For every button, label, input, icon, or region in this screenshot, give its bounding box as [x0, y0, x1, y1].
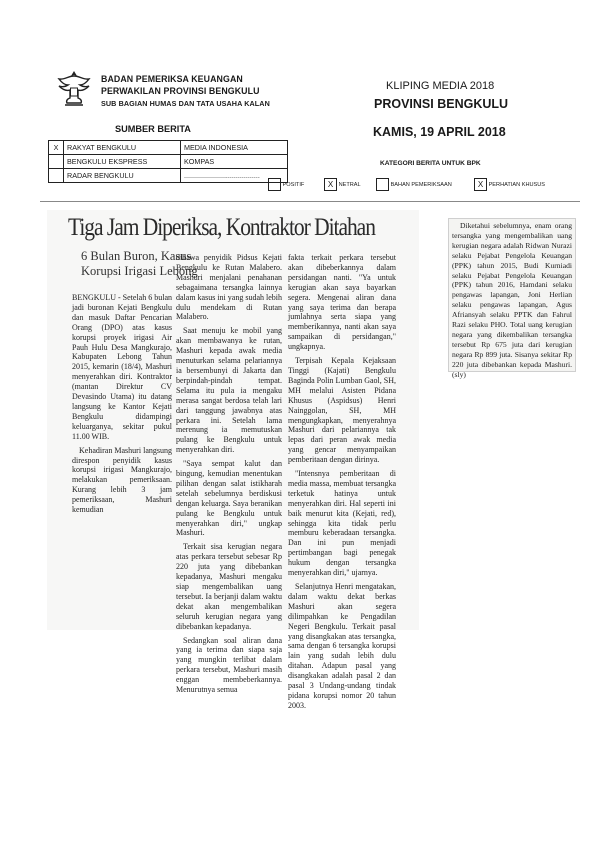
source-right: ......................................: [181, 169, 288, 183]
category-label: POSITIF: [282, 181, 305, 188]
subtitle-line: 6 Bulan Buron, Kasus: [81, 249, 192, 263]
source-left: BENGKULU EKSPRESS: [64, 155, 181, 169]
category-positif: [268, 178, 304, 191]
article-column-4: [448, 218, 576, 379]
paragraph: Saat menuju ke mobil yang akan membawanya ke rutan, Mashuri kepada awak media menuturkan selama pelariannya ia bersembunyi di Jakarta dan berpindah-pindah tempat. Selama itu pula ia mengaku merasa sangat berdosa telah lari dari tanggung jawabnya atas perkara ini. Setelah lama merenung ia memutuskan pulang ke Bengkulu untuk menyerahkan diri.: [176, 326, 282, 455]
category-checkbox: X: [474, 178, 487, 191]
garuda-logo: [55, 68, 93, 108]
kliping-label: KLIPING MEDIA 2018: [386, 80, 495, 92]
source-table: [48, 140, 288, 183]
source-left: RAKYAT BENGKULU: [64, 141, 181, 155]
source-row: [49, 169, 288, 183]
paragraph: "Intensnya pemberitaan di media massa, membuat tersangka terketuk hatinya untuk menyerahkan diri. Hal seperti ini baik menurut kita (Kejati, red), sehingga kita tidak perlu memburu keberadaan tersangka. Dan ini pun menjadi pertimbangan bagi penegak hukum dengan tersangka menyerahkan diri," ujarnya.: [288, 469, 396, 578]
source-right: MEDIA INDONESIA: [181, 141, 288, 155]
source-row: [49, 155, 288, 169]
category-label: BAHAN PEMERIKSAAN: [390, 181, 452, 188]
category-perhatian-khusus: [474, 178, 545, 191]
paragraph: fakta terkait perkara tersebut akan dibeberkannya dalam persidangan nanti. "Ya untuk kerugian akan saya bayarkan segera. Mengenai aliran dana yang saya terima dan berapa jumlahnya serta siapa yang memberikannya, nanti akan saya sampaikan di persidangan," ungkapnya.: [288, 253, 396, 352]
paragraph: Diketahui sebelumnya, enam orang tersangka yang mengembalikan uang kerugian negara adalah Ridwan Nurazi selaku Pejabat Pengelola Keuangan (PPK) tahun 2015, Budi Kurniadi selaku Pejabat Pengelola Keuangan (PPK) tahun 2016, Hamdani selaku pengawas lapangan, Joni Herlian selaku pengawas lapangan, Agus Afriansyah selaku PPTK dan Fahrul Razi selaku PHO. Total uang kerugian negara yang dikembalikan tersangka tersebut Rp 675 juta dari kerugian negara Rp 899 juta. Sisanya sekitar Rp 220 juta dibebankan kepada Mashuri.(sly): [452, 221, 572, 379]
article-title: Tiga Jam Diperiksa, Kontraktor Ditahan: [68, 214, 375, 241]
category-netral: [324, 178, 361, 191]
paragraph: Kehadiran Mashuri langsung direspon penyidik kasus korupsi irigasi Mangkurajo, melakukan pemeriksaan. Kurang lebih 3 jam pemeriksaan, Mashuri kemudian: [72, 445, 172, 515]
source-left: RADAR BENGKULU: [64, 169, 181, 183]
source-mark: [49, 155, 64, 169]
article-column-2: [176, 253, 282, 699]
article-column-3: [288, 253, 396, 715]
paragraph: Terpisah Kepala Kejaksaan Tinggi (Kajati) Bengkulu Baginda Polin Lumban Gaol, SH, MH melalui Asisten Pidana Khusus (Aspidsus) Henri Nainggolan, SH, MH mengungkapkan, menyerahnya Mashuri dari pelariannya tak lepas dari peran awak media yang gencar menyampaikan pemberitaan dengan dirinya.: [288, 356, 396, 465]
kategori-label: KATEGORI BERITA UNTUK BPK: [380, 160, 481, 167]
paragraph: BENGKULU - Setelah 6 bulan jadi buronan Kejati Bengkulu dan masuk Daftar Pencarian Orang (DPO) atas kasus korupsi proyek irigasi Air Pauh Hulu Desa Mangkurajo, Kabupaten Lebong Tahun 2015, kemarin (18/4), Mashuri menyerahkan diri. Kontraktor (mantan Direktur CV Devasindo Utama) itu datang langsung ke Kantor Kejati Bengkulu didampingi keluarganya, sekitar pukul 11.00 WIB.: [72, 293, 172, 441]
source-mark: [49, 169, 64, 183]
org-name: BADAN PEMERIKSA KEUANGAN: [101, 74, 243, 84]
source-right: KOMPAS: [181, 155, 288, 169]
paragraph: "Saya sempat kalut dan bingung, kemudian menentukan pilihan dengan salat istikharah setelah sebelumnya berdiskusi dengan keluarga. Saya beranikan pulang ke Bengkulu untuk menyerahkan diri," ungkap Mashuri.: [176, 459, 282, 538]
paragraph: Selanjutnya Henri mengatakan, dalam waktu dekat berkas Mashuri akan segera dilimpahkan ke Pengadilan Negeri Bengkulu. Terkait pasal yang disangkakan atas tersangka, sama dengan 6 tersangka korupsi lain yang sudah lebih dulu ditahan. Adapun pasal yang disangkakan adalah pasal 2 dan pasal 3 Undang-undang tindak pidana korupsi nomor 20 tahun 2003.: [288, 582, 396, 710]
source-mark: X: [49, 141, 64, 155]
category-bahan-pemeriksaan: [376, 178, 452, 191]
date-label: KAMIS, 19 APRIL 2018: [373, 125, 506, 139]
province-label: PROVINSI BENGKULU: [374, 97, 509, 111]
category-checkbox: X: [324, 178, 337, 191]
category-label: NETRAL: [338, 181, 361, 188]
sumber-berita-label: SUMBER BERITA: [115, 124, 191, 134]
category-checkbox: [376, 178, 389, 191]
header-divider: [40, 201, 580, 202]
category-label: PERHATIAN KHUSUS: [488, 181, 546, 188]
paragraph: Terkait sisa kerugian negara atas perkara tersebut sebesar Rp 220 juta yang dibebankan kepadanya, Mashuri mengaku siap mengembalikan uang tersebut. Ia berjanji dalam waktu dekat akan mengembalikan seluruh kerugian negara yang dibebankan kepadanya.: [176, 542, 282, 631]
article-column-1: [72, 293, 172, 519]
paragraph: dibawa penyidik Pidsus Kejati Bengkulu ke Rutan Malabero. Mashuri menjalani penahanan sebagaimana tersangka lainnya dalam kasus ini yang sudah lebih dulu mendekam di Rutan Malabero.: [176, 253, 282, 322]
paragraph: Sedangkan soal aliran dana yang ia terima dan siapa saja yang mungkin terlibat dalam perkara tersebut, Mashuri masih enggan membeberkannya. Menurutnya semua: [176, 635, 282, 695]
org-subdivision: SUB BAGIAN HUMAS DAN TATA USAHA KALAN: [101, 99, 270, 108]
subtitle-line: Korupsi Irigasi Lebong: [81, 264, 198, 278]
org-branch: PERWAKILAN PROVINSI BENGKULU: [101, 86, 260, 96]
category-checkbox: [268, 178, 281, 191]
source-row: [49, 141, 288, 155]
